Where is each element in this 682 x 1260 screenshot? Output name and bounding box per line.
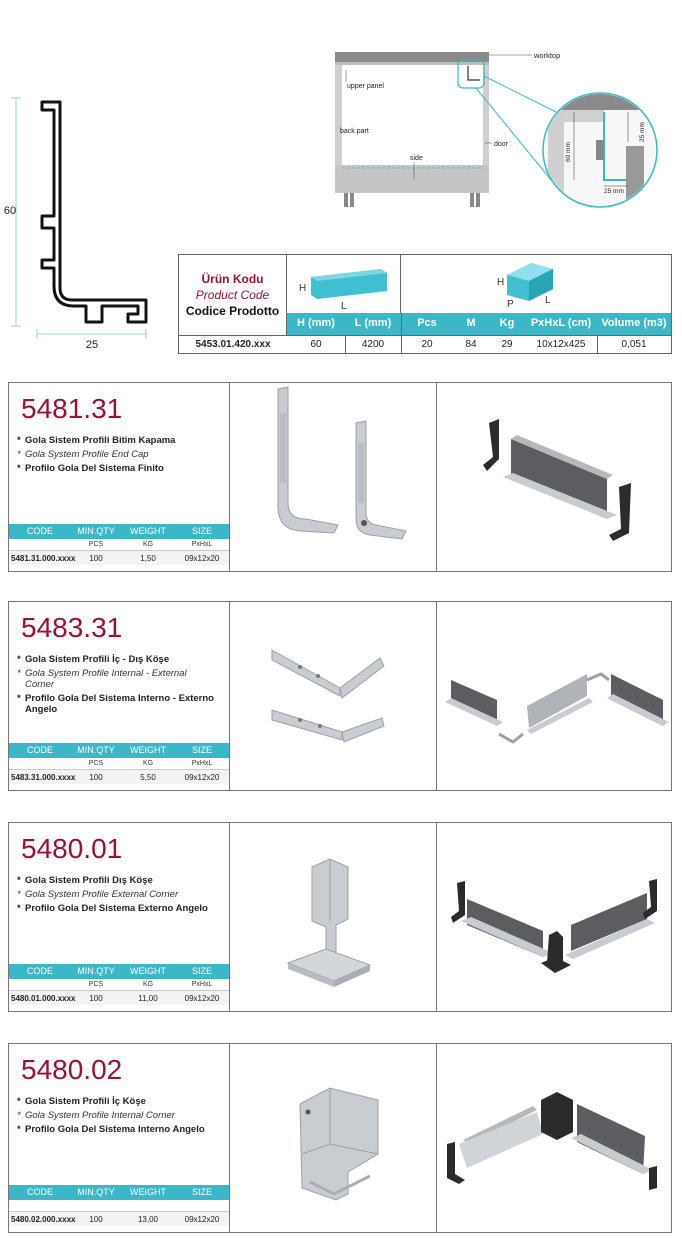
product-photo (229, 383, 436, 571)
product-block-5481-31 (8, 382, 672, 572)
row-volume: 0,051 (621, 339, 647, 350)
row-l: 4200 (361, 339, 385, 350)
package-dimension-icon (401, 255, 671, 313)
product-photo (229, 1044, 436, 1232)
svg-text:L: L (341, 301, 347, 312)
desc-it: Profilo Gola Del Sistema Interno Angelo (25, 1124, 205, 1135)
product-number: 5481.31 (21, 393, 123, 424)
cabinet-installation-diagram (325, 40, 680, 225)
product-table: CODE MIN.QTY WEIGHT SIZE 5480.02.000.xxxx 100 13,00 09x12x20 (9, 1185, 229, 1226)
product-application-photo (436, 383, 673, 571)
desc-it: Profilo Gola Del Sistema Interno - Externo Angelo (25, 693, 214, 715)
desc-tr: Gola Sistem Profili Bitim Kapama (25, 435, 176, 446)
spec-table-header (287, 313, 671, 335)
product-table: CODE MIN.QTY WEIGHT SIZE PCS KG PxHxL 5481.31.000.xxxx 100 1,50 09x12x20 (9, 524, 229, 565)
product-code: 5480.01.000.xxxx (11, 994, 76, 1003)
row-h: 60 (310, 339, 322, 350)
desc-en: Gola System Profile Internal Corner (25, 1110, 175, 1121)
product-application-photo (436, 1044, 673, 1232)
desc-en: Gola System Profile End Cap (25, 449, 149, 460)
header-pxhxl: PxHxL (cm) (530, 317, 592, 329)
desc-tr: Gola Sistem Profili İç - Dış Köşe (25, 654, 170, 665)
door-label: door (494, 141, 509, 148)
worktop-label: worktop (534, 51, 561, 60)
row-code: 5453.01.420.xxx (195, 339, 271, 350)
product-code-heading (179, 255, 287, 335)
header-l: L (mm) (354, 317, 392, 329)
side-label: side (410, 155, 423, 162)
product-number: 5483.31 (21, 612, 123, 643)
row-kg: 29 (501, 339, 513, 350)
product-photo (229, 823, 436, 1011)
product-code-en: Product Code (195, 288, 270, 302)
product-block-5483-31 (8, 601, 672, 791)
svg-text:P: P (507, 299, 514, 310)
product-code: 5481.31.000.xxxx (11, 554, 76, 563)
row-pcs: 20 (421, 339, 433, 350)
back-part-label: back part (340, 128, 369, 135)
row-pxhxl: 10x12x425 (536, 339, 586, 350)
product-block-5480-02 (8, 1043, 672, 1233)
product-code-it: Codice Prodotto (185, 304, 280, 318)
svg-text:L: L (545, 295, 551, 306)
row-m: 84 (465, 339, 477, 350)
product-table: CODE MIN.QTY WEIGHT SIZE PCS KG PxHxL 5480.01.000.xxxx 100 11,00 09x12x20 (9, 964, 229, 1005)
desc-en: Gola System Profile Internal - External Corner (25, 668, 187, 690)
header-m: M (466, 317, 476, 329)
header-h: H (mm) (297, 317, 335, 329)
product-number: 5480.01 (21, 833, 123, 864)
header-volume: Volume (m3) (601, 317, 667, 329)
spec-table (178, 254, 672, 354)
detail-height-label: 60 mm (565, 142, 572, 162)
product-photo (229, 602, 436, 790)
detail-depth-label: 25 mm (604, 188, 624, 195)
product-table: CODE MIN.QTY WEIGHT SIZE PCS KG PxHxL 5483.31.000.xxxx 100 5,50 09x12x20 (9, 743, 229, 784)
desc-tr: Gola Sistem Profili İç Köşe (25, 1096, 146, 1107)
product-description: * Gola Sistem Profili Bitim Kapama * Gola System Profile End Cap * Profilo Gola Del Sistema Finito (17, 435, 227, 474)
product-application-photo (436, 602, 673, 790)
header-kg: Kg (499, 317, 515, 329)
svg-text:H: H (497, 277, 505, 288)
detail-gap-label: 25 mm (639, 122, 646, 142)
upper-panel-label: upper panel (347, 83, 384, 90)
product-code: 5483.31.000.xxxx (11, 773, 76, 782)
product-application-photo (436, 823, 673, 1011)
profile-width-label: 25 (85, 339, 99, 348)
product-number: 5480.02 (21, 1054, 123, 1085)
desc-en: Gola System Profile External Corner (25, 889, 179, 900)
desc-it: Profilo Gola Del Sistema Finito (25, 463, 164, 474)
product-code: 5480.02.000.xxxx (11, 1215, 76, 1224)
profile-cross-section-drawing (0, 88, 170, 348)
profile-height-label: 60 (3, 205, 17, 217)
header-pcs: Pcs (417, 317, 437, 329)
product-block-5480-01 (8, 822, 672, 1012)
product-description: * Gola Sistem Profili İç Köşe * Gola System Profile Internal Corner * Profilo Gola Del Sistema Interno Angelo (17, 1096, 227, 1135)
svg-text:H: H (299, 283, 307, 294)
profile-dimension-icon (287, 255, 401, 313)
desc-it: Profilo Gola Del Sistema Externo Angelo (25, 903, 208, 914)
desc-tr: Gola Sistem Profili Dış Köşe (25, 875, 153, 886)
product-code-tr: Ürün Kodu (201, 272, 264, 286)
product-description: * Gola Sistem Profili Dış Köşe * Gola System Profile External Corner * Profilo Gola Del Sistema Externo Angelo (17, 875, 227, 914)
product-description: * Gola Sistem Profili İç - Dış Köşe * Gola System Profile Internal - External Corner * Profilo Gola Del Sistema Interno - Externo Angelo (17, 654, 214, 715)
